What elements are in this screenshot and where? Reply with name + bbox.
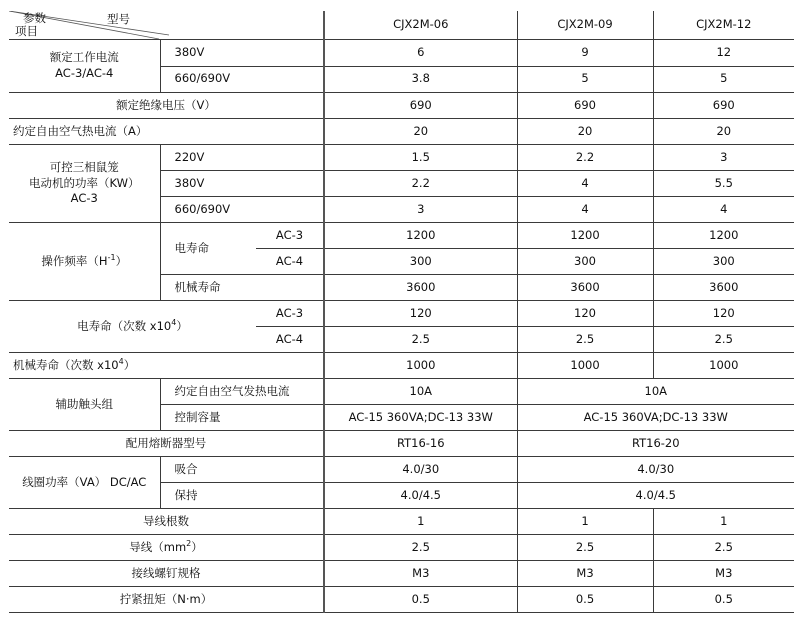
mech-life-label: 机械寿命（次数 $x10^4$） <box>9 353 324 379</box>
ac4-label: AC-4 <box>256 327 324 353</box>
cell: 2.5 <box>517 535 653 561</box>
cell: 2.5 <box>324 327 517 353</box>
cell: 300 <box>653 249 794 275</box>
motor-power-label <box>9 145 160 223</box>
cell: 2.2 <box>517 145 653 171</box>
cell: 1200 <box>517 223 653 249</box>
cell: 3600 <box>653 275 794 301</box>
table-row <box>9 587 794 613</box>
motor-power-label-line1: 可控三相鼠笼 <box>49 160 119 175</box>
table-row <box>9 119 794 145</box>
cell: 2.2 <box>324 171 517 197</box>
aux-thermal-label: 约定自由空气发热电流 <box>160 379 324 405</box>
cell: 2.5 <box>324 535 517 561</box>
cell: 10A <box>517 379 794 405</box>
cell: 5 <box>517 66 653 93</box>
insulation-label: 额定绝缘电压（V） <box>9 93 324 119</box>
cell: 2.5 <box>653 535 794 561</box>
cell: M3 <box>324 561 517 587</box>
elec-life-label: 电寿命（次数 $x10^4$） <box>9 301 256 353</box>
table-row <box>9 535 794 561</box>
table-row <box>9 457 794 483</box>
table-row <box>9 40 794 67</box>
cell: 690 <box>653 93 794 119</box>
cell: 5 <box>653 66 794 93</box>
coil-power-label: 线圈功率（VA） DC/AC <box>9 457 160 509</box>
aux-contact-label: 辅助触头组 <box>9 379 160 431</box>
wire-label: 导线$(mm^2)$ <box>9 535 324 561</box>
cell: 690 <box>324 93 517 119</box>
cell: 1 <box>324 509 517 535</box>
ac3-label: AC-3 <box>256 301 324 327</box>
cell: 4 <box>517 197 653 223</box>
cell: AC-15 360VA;DC-13 33W <box>517 405 794 431</box>
cell: 3 <box>653 145 794 171</box>
cell: 1000 <box>653 353 794 379</box>
cell: 0.5 <box>324 587 517 613</box>
cell: 1000 <box>517 353 653 379</box>
table-row <box>9 509 794 535</box>
table-row <box>9 223 794 249</box>
op-freq-label: 操作频率$(H^{-1})$ <box>9 223 160 301</box>
table-row <box>9 145 794 171</box>
cell: 690 <box>517 93 653 119</box>
cell: 3 <box>324 197 517 223</box>
ac3-label: AC-3 <box>256 223 324 249</box>
table-row <box>9 301 794 327</box>
header-row <box>9 11 794 40</box>
screw-label: 接线螺钉规格 <box>9 561 324 587</box>
motor-power-label-line3: AC-3 <box>70 191 98 206</box>
mech-life-sublabel: 机械寿命 <box>160 275 324 301</box>
rated-current-label <box>9 40 160 93</box>
cell: 300 <box>517 249 653 275</box>
table-row <box>9 353 794 379</box>
cell: 4 <box>653 197 794 223</box>
model-label: 型号 <box>107 12 130 26</box>
cell: 4 <box>517 171 653 197</box>
diagonal-lines <box>9 11 323 39</box>
cell: 4.0/30 <box>517 457 794 483</box>
cell: 12 <box>653 40 794 67</box>
cell: AC-15 360VA;DC-13 33W <box>324 405 517 431</box>
ac4-label: AC-4 <box>256 249 324 275</box>
param-label: 参数 <box>23 11 46 25</box>
cell: 20 <box>324 119 517 145</box>
voltage-380: 380V <box>160 40 324 67</box>
voltage-220: 220V <box>160 145 324 171</box>
cell: 3.8 <box>324 66 517 93</box>
model-header-1: CJX2M-06 <box>324 11 517 40</box>
spec-table-wrapper <box>9 11 794 613</box>
spec-table <box>9 11 794 613</box>
fuse-label: 配用熔断器型号 <box>9 431 324 457</box>
rated-current-label-line1: 额定工作电流 <box>49 50 119 65</box>
table-row <box>9 431 794 457</box>
cell: 4.0/4.5 <box>517 483 794 509</box>
hold-label: 保持 <box>160 483 324 509</box>
header-diagonal-cell <box>9 11 324 40</box>
voltage-660: 660/690V <box>160 66 324 93</box>
aux-capacity-label: 控制容量 <box>160 405 324 431</box>
model-header-3: CJX2M-12 <box>653 11 794 40</box>
cell: 3600 <box>324 275 517 301</box>
cell: 5.5 <box>653 171 794 197</box>
table-row <box>9 379 794 405</box>
cell: 1200 <box>653 223 794 249</box>
cell: 1 <box>653 509 794 535</box>
table-row <box>9 93 794 119</box>
cell: 20 <box>653 119 794 145</box>
torque-label: 拧紧扭矩（N·m） <box>9 587 324 613</box>
item-label: 项目 <box>15 24 38 38</box>
elec-life-sublabel: 电寿命 <box>160 223 256 275</box>
rated-current-label-line2: AC-3/AC-4 <box>55 66 114 80</box>
table-row <box>9 561 794 587</box>
pull-label: 吸合 <box>160 457 324 483</box>
cell: RT16-16 <box>324 431 517 457</box>
cell: 1200 <box>324 223 517 249</box>
voltage-660: 660/690V <box>160 197 324 223</box>
cell: M3 <box>517 561 653 587</box>
voltage-380: 380V <box>160 171 324 197</box>
cell: RT16-20 <box>517 431 794 457</box>
thermal-label: 约定自由空气热电流（A） <box>9 119 324 145</box>
cell: 1000 <box>324 353 517 379</box>
cell: 9 <box>517 40 653 67</box>
cell: 0.5 <box>653 587 794 613</box>
cell: 0.5 <box>517 587 653 613</box>
cell: 4.0/30 <box>324 457 517 483</box>
cell: 120 <box>517 301 653 327</box>
cell: 120 <box>653 301 794 327</box>
motor-power-label-line2: 电动机的功率（KW） <box>28 175 140 190</box>
cell: 10A <box>324 379 517 405</box>
cell: 4.0/4.5 <box>324 483 517 509</box>
cell: 2.5 <box>653 327 794 353</box>
cell: 3600 <box>517 275 653 301</box>
cell: 2.5 <box>517 327 653 353</box>
cell: M3 <box>653 561 794 587</box>
cell: 1.5 <box>324 145 517 171</box>
cell: 20 <box>517 119 653 145</box>
model-header-2: CJX2M-09 <box>517 11 653 40</box>
cell: 1 <box>517 509 653 535</box>
cell: 6 <box>324 40 517 67</box>
wire-count-label: 导线根数 <box>9 509 324 535</box>
cell: 120 <box>324 301 517 327</box>
cell: 300 <box>324 249 517 275</box>
